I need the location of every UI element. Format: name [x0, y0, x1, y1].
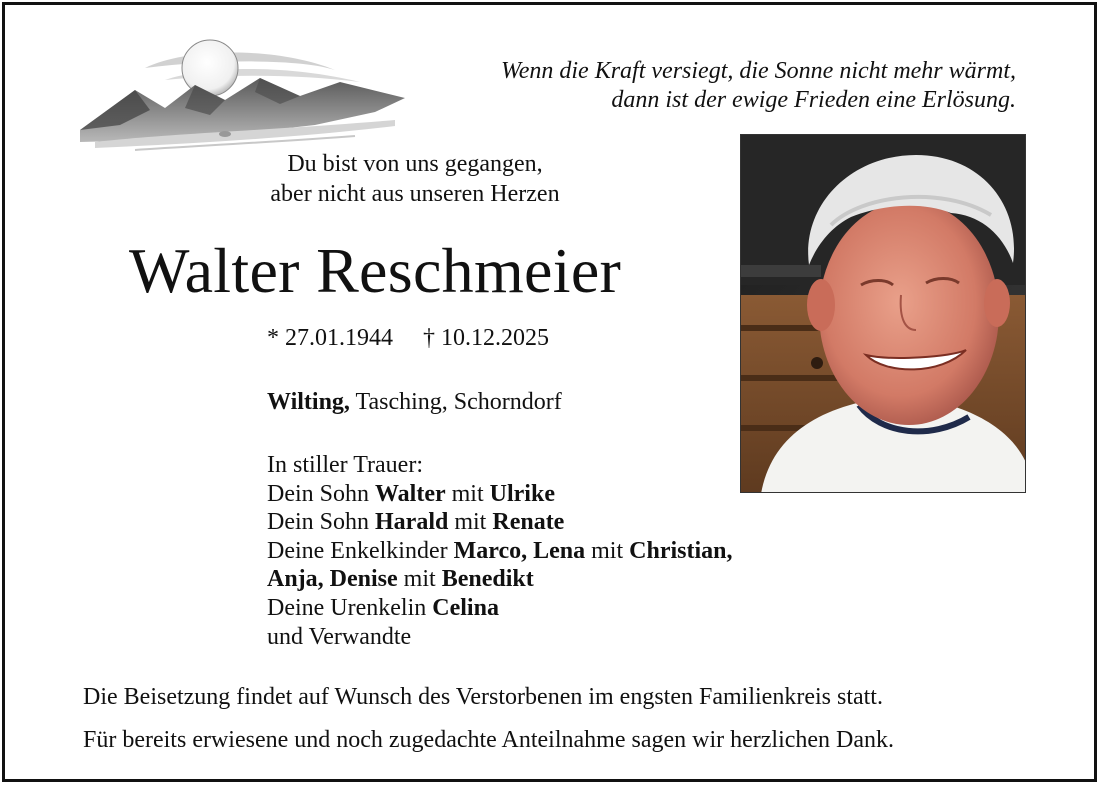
mourner-text: und Verwandte: [267, 623, 412, 650]
mourner-name: Christian,: [629, 537, 733, 564]
mourner-text: Dein Sohn: [267, 480, 375, 507]
portrait-photo: [740, 134, 1026, 493]
life-dates: [267, 323, 549, 353]
mourner-name: Anja, Denise: [267, 566, 398, 593]
quote-line-2: dann ist der ewige Frieden eine Erlösung.: [611, 87, 1016, 113]
quote-line-1: Wenn die Kraft versiegt, die Sonne nicht mehr wärmt,: [500, 58, 1016, 84]
mourner-text: mit: [448, 509, 493, 536]
mourner-name: Walter: [375, 480, 446, 507]
mourner-text: mit: [585, 537, 630, 564]
mourner-text: Dein Sohn: [267, 509, 375, 536]
mourner-name: Marco, Lena: [453, 537, 586, 564]
mourner-line: [267, 565, 733, 594]
subheading-line-2: aber nicht aus unseren Herzen: [270, 181, 560, 207]
mourner-text: Deine Urenkelin: [267, 594, 433, 621]
place-rest: Tasching, Schorndorf: [349, 389, 562, 415]
mourners-intro: In stiller Trauer:: [267, 452, 423, 478]
mourner-line: [267, 480, 733, 509]
mourner-name: Ulrike: [489, 480, 555, 507]
subheading-line-1: Du bist von uns gegangen,: [287, 151, 543, 177]
mourners-list: [267, 451, 733, 651]
mourner-text: Deine Enkelkinder: [267, 537, 454, 564]
places: [267, 387, 562, 417]
mourner-line: [267, 537, 733, 566]
funeral-note: Die Beisetzung findet auf Wunsch des Verstorbenen im engsten Familienkreis statt.: [83, 684, 883, 710]
deceased-name: Walter Reschmeier: [129, 235, 622, 306]
birth-date: * 27.01.1944: [267, 325, 393, 351]
mourner-name: Benedikt: [441, 566, 534, 593]
death-date: † 10.12.2025: [423, 325, 549, 351]
mourner-line: [267, 623, 733, 652]
thanks-note: Für bereits erwiesene und noch zugedachte Anteilnahme sagen wir herzlichen Dank.: [83, 727, 895, 753]
obituary-frame: [2, 2, 1097, 782]
mourner-name: Renate: [492, 509, 565, 536]
place-main: Wilting,: [267, 389, 350, 415]
mourner-name: Celina: [432, 594, 499, 621]
mourner-line: [267, 594, 733, 623]
subheading: [205, 149, 625, 209]
moon-mountains-illustration: [75, 30, 410, 158]
mourner-line: [267, 508, 733, 537]
mourner-text: mit: [445, 480, 490, 507]
quote: [501, 57, 1016, 115]
mourner-text: mit: [397, 566, 442, 593]
mourner-name: Harald: [375, 509, 449, 536]
